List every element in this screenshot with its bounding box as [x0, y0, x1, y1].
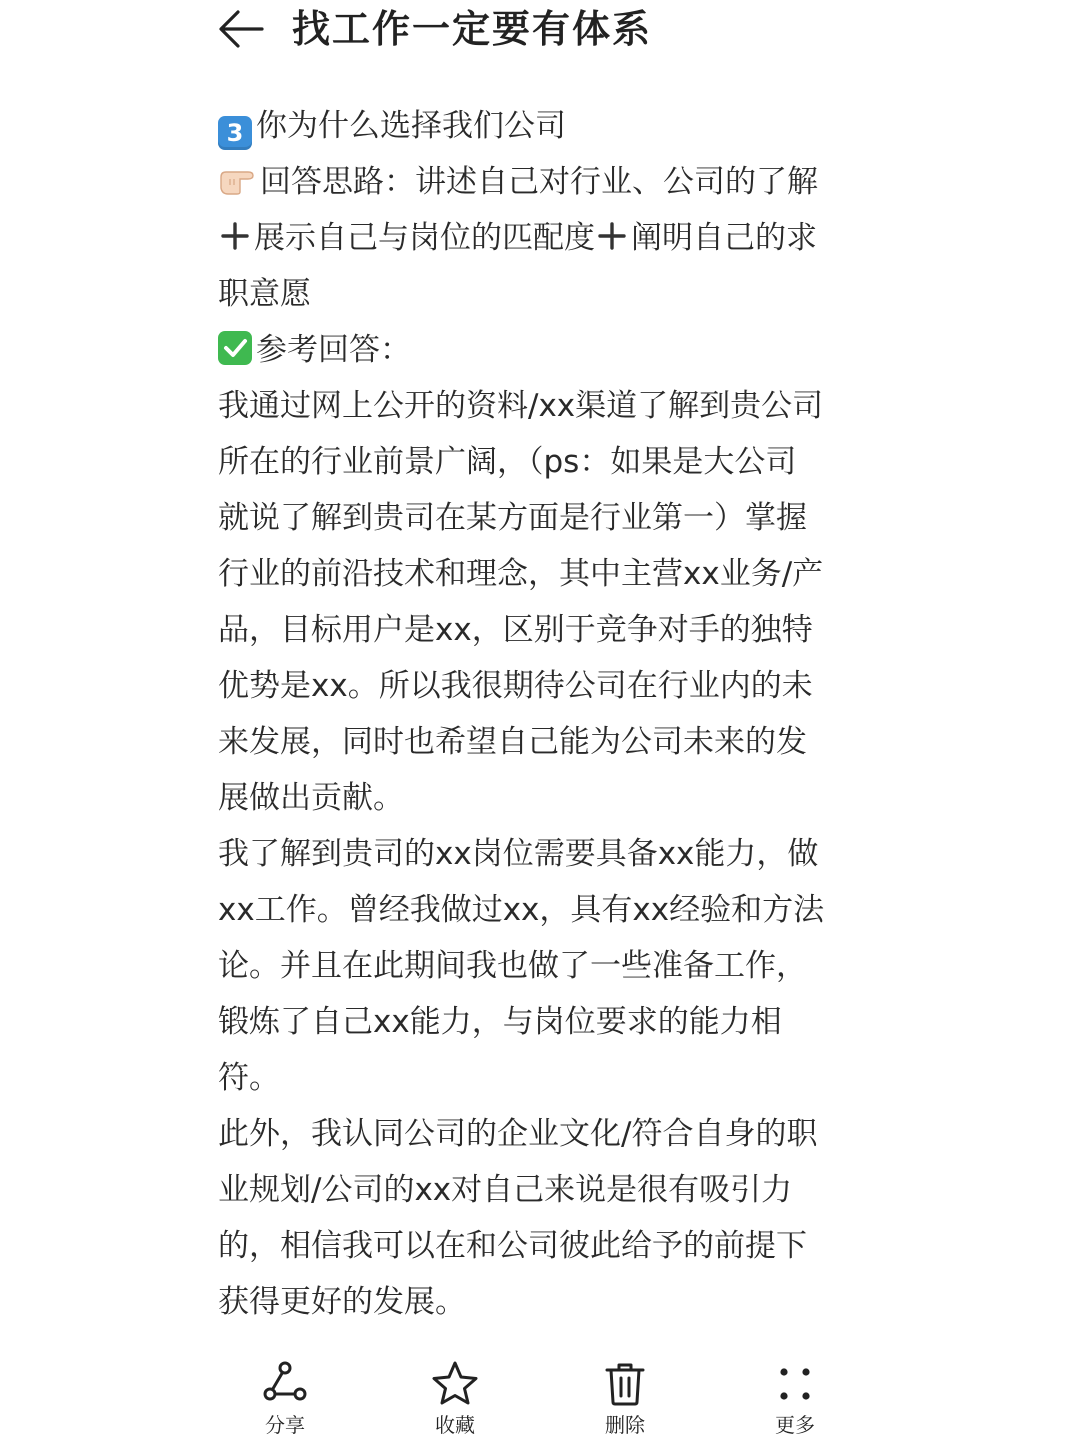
paragraph-line: 展做出贡献。: [218, 780, 404, 816]
paragraph-line: 品，目标用户是xx，区别于竞争对手的独特: [218, 612, 813, 648]
paragraph-line: 的，相信我可以在和公司彼此给予的前提下: [218, 1228, 807, 1264]
paragraph-line: 论。并且在此期间我也做了一些准备工作，: [218, 948, 807, 984]
delete-button[interactable]: [570, 1358, 680, 1438]
paragraph-line: 职意愿: [218, 276, 311, 312]
paragraph-line: 来发展，同时也希望自己能为公司未来的发: [218, 724, 807, 760]
share-button[interactable]: [230, 1358, 340, 1438]
intent-text: 阐明自己的求: [631, 220, 817, 256]
favorite-label: 收藏: [435, 1413, 475, 1437]
question-line: [218, 98, 878, 154]
answer-approach-line: [218, 154, 878, 210]
page-title: 找工作一定要有体系: [292, 7, 653, 51]
check-mark-icon: [218, 331, 252, 365]
match-line: [218, 210, 878, 266]
paragraph-line: 优势是xx。所以我很期待公司在行业内的未: [218, 668, 813, 704]
answer-approach-text: 回答思路：讲述自己对行业、公司的了解: [260, 164, 818, 200]
paragraph-line: 此外，我认同公司的企业文化/符合自身的职: [218, 1116, 818, 1152]
plus-icon: [597, 221, 627, 251]
pointing-hand-icon: [218, 163, 258, 197]
header: [0, 0, 1080, 62]
back-button[interactable]: [214, 6, 268, 52]
match-text: 展示自己与岗位的匹配度: [254, 220, 595, 256]
paragraph-line: 获得更好的发展。: [218, 1284, 466, 1320]
star-icon: [429, 1358, 481, 1410]
share-label: 分享: [265, 1413, 305, 1437]
delete-label: 删除: [605, 1413, 645, 1437]
reference-answer-line: [218, 322, 878, 378]
share-icon: [259, 1358, 311, 1410]
keycap-three-icon: 3: [218, 116, 252, 150]
paragraph-line: 行业的前沿技术和理念，其中主营xx业务/产: [218, 556, 824, 592]
reference-answer-text: 参考回答：: [256, 332, 411, 368]
more-button[interactable]: [740, 1358, 850, 1438]
plus-icon: [220, 221, 250, 251]
trash-icon: [599, 1358, 651, 1410]
paragraph-line: 锻炼了自己xx能力，与岗位要求的能力相: [218, 1004, 782, 1040]
more-label: 更多: [775, 1413, 815, 1437]
bottom-action-bar: [0, 1350, 1080, 1440]
paragraph-line: xx工作。曾经我做过xx，具有xx经验和方法: [218, 892, 825, 928]
paragraph-line: 我通过网上公开的资料/xx渠道了解到贵公司: [218, 388, 824, 424]
note-body: [218, 98, 878, 1330]
paragraph-line: 就说了解到贵司在某方面是行业第一）掌握: [218, 500, 807, 536]
paragraph-line: 业规划/公司的xx对自己来说是很有吸引力: [218, 1172, 793, 1208]
paragraph-line: 我了解到贵司的xx岗位需要具备xx能力，做: [218, 836, 819, 872]
favorite-button[interactable]: [400, 1358, 510, 1438]
more-dots-icon: [769, 1358, 821, 1410]
paragraph-line: 符。: [218, 1060, 280, 1096]
question-text: 你为什么选择我们公司: [256, 108, 566, 144]
paragraph-line: 所在的行业前景广阔，（ps：如果是大公司: [218, 444, 797, 480]
arrow-left-icon: [214, 6, 268, 52]
